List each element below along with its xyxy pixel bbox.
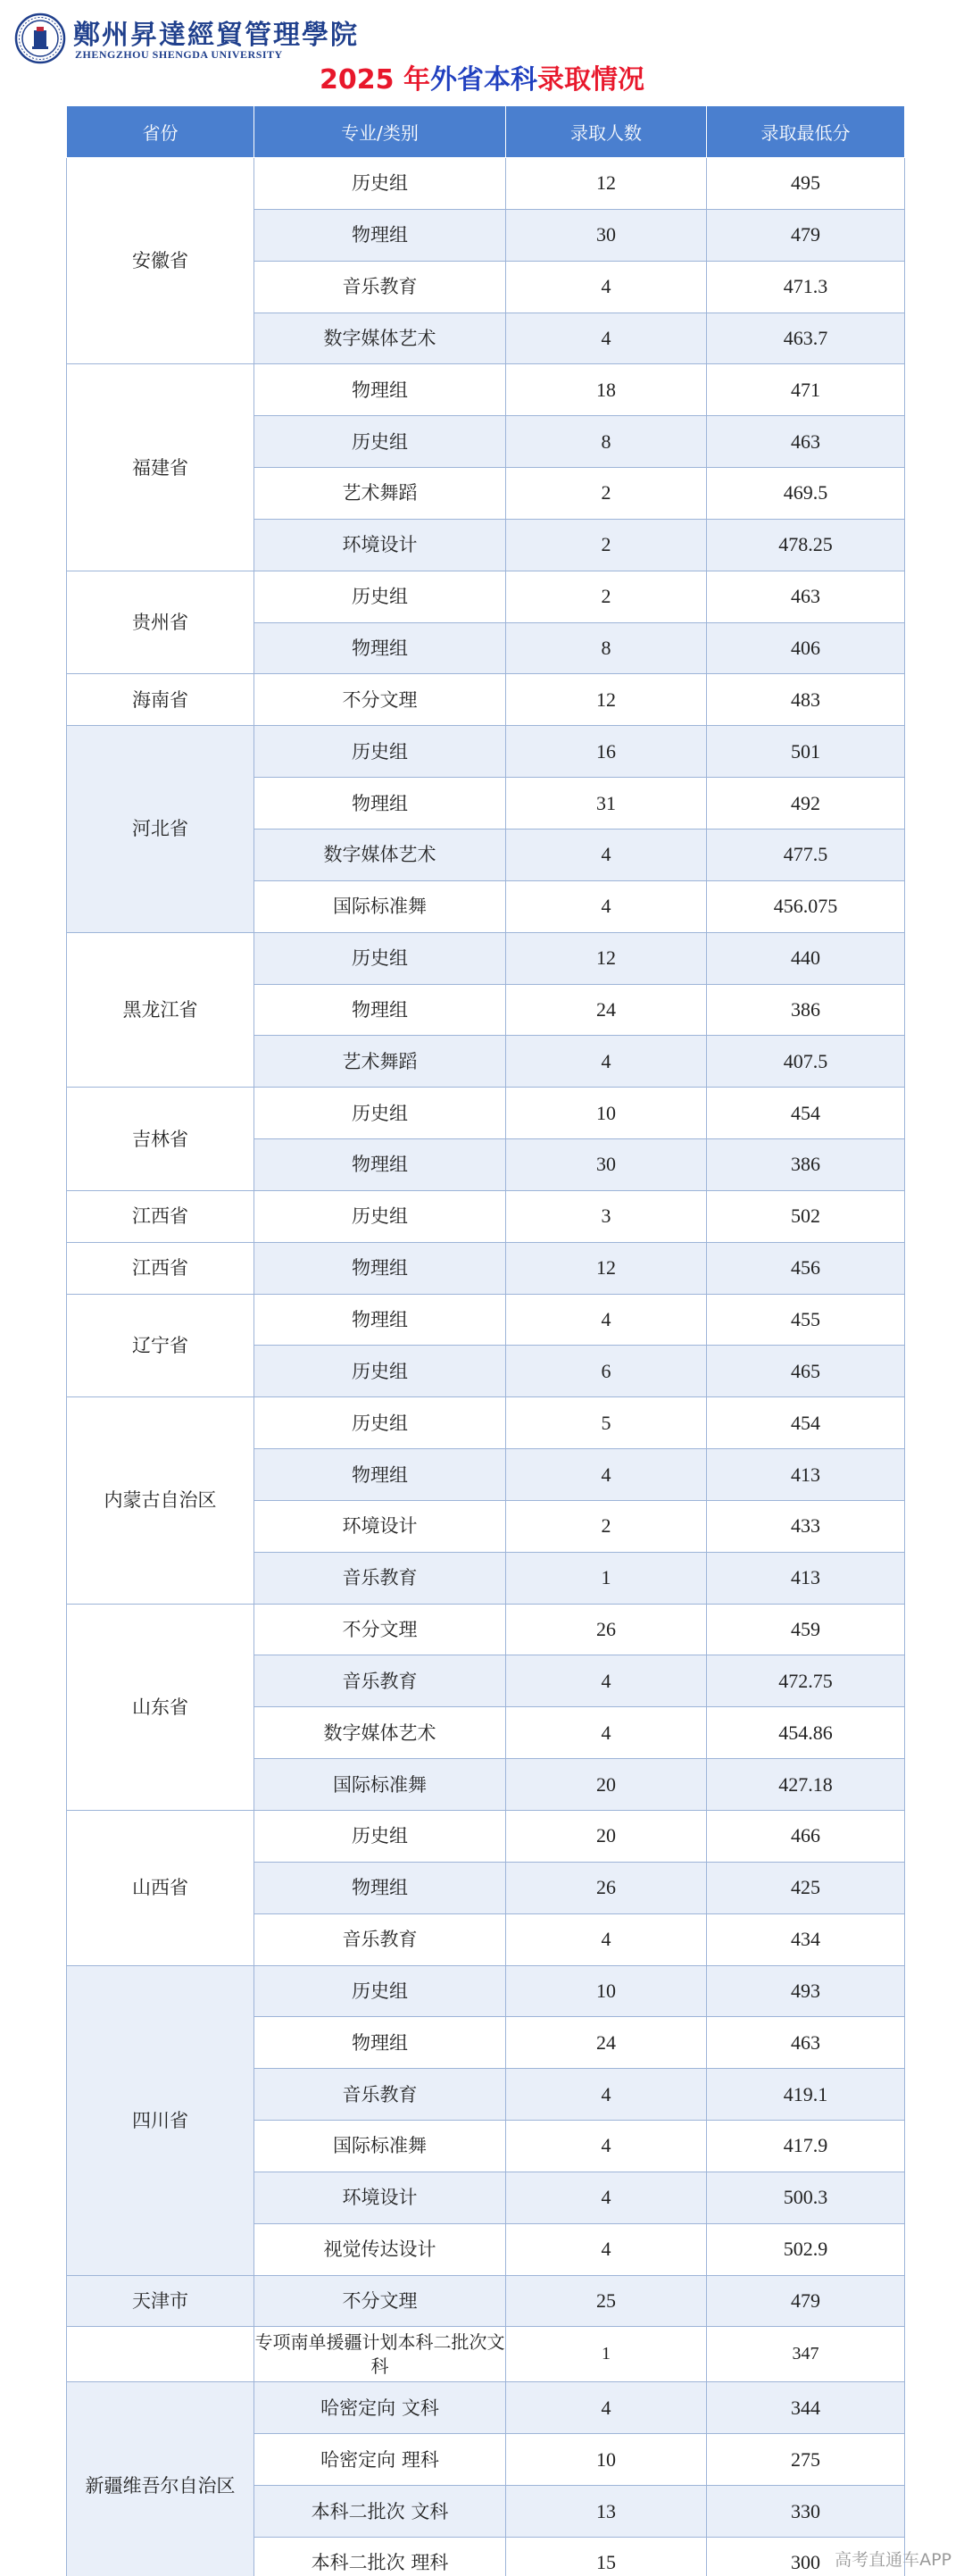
header-major: 专业/类别 [254,106,506,158]
min-score-cell: 454.86 [707,1707,905,1759]
count-cell: 12 [506,674,707,726]
count-cell: 2 [506,1500,707,1552]
min-score-cell: 456 [707,1242,905,1294]
count-cell: 12 [506,1242,707,1294]
major-cell: 不分文理 [254,2275,506,2327]
major-cell: 环境设计 [254,1500,506,1552]
min-score-cell: 455 [707,1294,905,1346]
major-cell: 物理组 [254,1449,506,1501]
count-cell: 1 [506,1552,707,1604]
min-score-cell: 347 [707,2327,905,2382]
major-cell: 历史组 [254,1965,506,2017]
watermark: 高考直通车APP [835,2550,952,2570]
major-cell: 音乐教育 [254,1552,506,1604]
count-cell: 31 [506,778,707,829]
province-cell: 江西省 [67,1190,254,1242]
province-cell: 辽宁省 [67,1294,254,1397]
min-score-cell: 495 [707,158,905,210]
min-score-cell: 483 [707,674,905,726]
major-cell: 物理组 [254,1139,506,1191]
table-row [67,1088,905,1139]
min-score-cell: 469.5 [707,468,905,520]
table-row [67,1965,905,2017]
school-logo [14,9,359,66]
min-score-cell: 459 [707,1604,905,1655]
count-cell: 4 [506,829,707,880]
table-row [67,932,905,984]
province-cell: 江西省 [67,1242,254,1294]
province-cell: 吉林省 [67,1088,254,1191]
count-cell: 18 [506,364,707,416]
min-score-cell: 275 [707,2434,905,2486]
major-cell: 数字媒体艺术 [254,313,506,364]
min-score-cell: 434 [707,1913,905,1965]
major-cell: 历史组 [254,1346,506,1397]
min-score-cell: 427.18 [707,1759,905,1811]
table-row [67,674,905,726]
province-cell: 内蒙古自治区 [67,1397,254,1604]
count-cell: 4 [506,2121,707,2172]
major-cell: 不分文理 [254,674,506,726]
count-cell: 20 [506,1759,707,1811]
min-score-cell: 463 [707,571,905,622]
min-score-cell: 500.3 [707,2172,905,2223]
table-row [67,571,905,622]
count-cell: 10 [506,1088,707,1139]
province-cell: 贵州省 [67,571,254,674]
count-cell: 1 [506,2327,707,2382]
major-cell: 国际标准舞 [254,1759,506,1811]
province-cell: 黑龙江省 [67,932,254,1088]
count-cell: 4 [506,2223,707,2275]
major-cell: 物理组 [254,364,506,416]
major-cell: 国际标准舞 [254,2121,506,2172]
major-cell: 物理组 [254,778,506,829]
min-score-cell: 440 [707,932,905,984]
count-cell: 26 [506,1604,707,1655]
count-cell: 4 [506,1707,707,1759]
count-cell: 30 [506,1139,707,1191]
count-cell: 4 [506,880,707,932]
major-cell: 音乐教育 [254,1655,506,1707]
table-row [67,364,905,416]
major-cell: 历史组 [254,932,506,984]
province-cell: 山东省 [67,1604,254,1810]
count-cell: 4 [506,2382,707,2434]
count-cell: 4 [506,1655,707,1707]
major-cell: 哈密定向 理科 [254,2434,506,2486]
major-cell: 数字媒体艺术 [254,1707,506,1759]
table-row [67,158,905,210]
count-cell: 15 [506,2537,707,2576]
min-score-cell: 425 [707,1862,905,1913]
min-score-cell: 386 [707,984,905,1036]
count-cell: 4 [506,1449,707,1501]
table-row [67,2382,905,2434]
count-cell: 8 [506,622,707,674]
major-cell: 哈密定向 文科 [254,2382,506,2434]
min-score-cell: 344 [707,2382,905,2434]
major-cell: 历史组 [254,1811,506,1863]
min-score-cell: 454 [707,1397,905,1449]
min-score-cell: 501 [707,726,905,778]
province-cell: 海南省 [67,674,254,726]
min-score-cell: 479 [707,2275,905,2327]
table-row [67,1604,905,1655]
major-cell: 不分文理 [254,1604,506,1655]
major-cell: 历史组 [254,1088,506,1139]
count-cell: 12 [506,932,707,984]
page-title [0,59,964,102]
count-cell: 4 [506,1913,707,1965]
title-topic: 录取情况 [536,64,644,96]
table-row [67,2275,905,2327]
table-header-row [67,106,905,158]
count-cell: 10 [506,2434,707,2486]
count-cell: 2 [506,468,707,520]
count-cell: 25 [506,2275,707,2327]
school-seal-icon [14,13,66,64]
province-cell: 福建省 [67,364,254,571]
table-row [67,1190,905,1242]
major-cell: 历史组 [254,1397,506,1449]
major-cell: 艺术舞蹈 [254,1036,506,1088]
count-cell: 20 [506,1811,707,1863]
major-cell: 专项南单援疆计划本科二批次文科 [254,2327,506,2382]
count-cell: 16 [506,726,707,778]
major-cell: 环境设计 [254,519,506,571]
province-cell: 山西省 [67,1811,254,1966]
major-cell: 音乐教育 [254,1913,506,1965]
province-cell: 河北省 [67,726,254,932]
count-cell: 2 [506,519,707,571]
min-score-cell: 330 [707,2486,905,2538]
major-cell: 历史组 [254,158,506,210]
count-cell: 6 [506,1346,707,1397]
header-min-score: 录取最低分 [707,106,905,158]
admission-table [66,105,905,2576]
min-score-cell: 413 [707,1449,905,1501]
table-row [67,726,905,778]
min-score-cell: 472.75 [707,1655,905,1707]
table-row [67,1397,905,1449]
major-cell: 艺术舞蹈 [254,468,506,520]
count-cell: 24 [506,2017,707,2069]
count-cell: 10 [506,1965,707,2017]
count-cell: 12 [506,158,707,210]
school-name-cn: 鄭州昇達經貿管理學院 [73,20,359,51]
province-cell [67,2327,254,2382]
min-score-cell: 471 [707,364,905,416]
major-cell: 音乐教育 [254,261,506,313]
count-cell: 4 [506,313,707,364]
count-cell: 13 [506,2486,707,2538]
min-score-cell: 466 [707,1811,905,1863]
min-score-cell: 492 [707,778,905,829]
title-scope: 外省本科 [429,64,537,96]
min-score-cell: 463 [707,2017,905,2069]
major-cell: 历史组 [254,1190,506,1242]
min-score-cell: 433 [707,1500,905,1552]
major-cell: 物理组 [254,1242,506,1294]
count-cell: 4 [506,1294,707,1346]
major-cell: 历史组 [254,416,506,468]
count-cell: 26 [506,1862,707,1913]
count-cell: 24 [506,984,707,1036]
admission-table-wrapper [66,105,904,2576]
min-score-cell: 419.1 [707,2069,905,2121]
province-cell: 新疆维吾尔自治区 [67,2382,254,2576]
table-row [67,1294,905,1346]
major-cell: 物理组 [254,209,506,261]
min-score-cell: 300 [707,2537,905,2576]
table-body [67,158,905,2576]
count-cell: 4 [506,261,707,313]
major-cell: 本科二批次 文科 [254,2486,506,2538]
major-cell: 音乐教育 [254,2069,506,2121]
major-cell: 视觉传达设计 [254,2223,506,2275]
major-cell: 数字媒体艺术 [254,829,506,880]
table-row [67,2327,905,2382]
header-province: 省份 [67,106,254,158]
major-cell: 本科二批次 理科 [254,2537,506,2576]
min-score-cell: 406 [707,622,905,674]
count-cell: 4 [506,2172,707,2223]
major-cell: 物理组 [254,1294,506,1346]
min-score-cell: 407.5 [707,1036,905,1088]
major-cell: 物理组 [254,984,506,1036]
count-cell: 4 [506,1036,707,1088]
min-score-cell: 493 [707,1965,905,2017]
min-score-cell: 463.7 [707,313,905,364]
min-score-cell: 502.9 [707,2223,905,2275]
major-cell: 物理组 [254,622,506,674]
min-score-cell: 456.075 [707,880,905,932]
table-row [67,1811,905,1863]
province-cell: 天津市 [67,2275,254,2327]
min-score-cell: 386 [707,1139,905,1191]
title-year: 2025 年 [320,64,430,96]
count-cell: 8 [506,416,707,468]
major-cell: 环境设计 [254,2172,506,2223]
major-cell: 历史组 [254,726,506,778]
min-score-cell: 413 [707,1552,905,1604]
count-cell: 3 [506,1190,707,1242]
count-cell: 4 [506,2069,707,2121]
major-cell: 物理组 [254,1862,506,1913]
count-cell: 5 [506,1397,707,1449]
table-row [67,1242,905,1294]
min-score-cell: 478.25 [707,519,905,571]
min-score-cell: 477.5 [707,829,905,880]
province-cell: 四川省 [67,1965,254,2275]
min-score-cell: 465 [707,1346,905,1397]
min-score-cell: 479 [707,209,905,261]
major-cell: 国际标准舞 [254,880,506,932]
min-score-cell: 471.3 [707,261,905,313]
min-score-cell: 502 [707,1190,905,1242]
min-score-cell: 463 [707,416,905,468]
min-score-cell: 417.9 [707,2121,905,2172]
count-cell: 30 [506,209,707,261]
province-cell: 安徽省 [67,158,254,364]
major-cell: 物理组 [254,2017,506,2069]
header-count: 录取人数 [506,106,707,158]
count-cell: 2 [506,571,707,622]
min-score-cell: 454 [707,1088,905,1139]
page-header [0,0,964,105]
school-name-en: ZHENGZHOU SHENGDA UNIVERSITY [75,48,283,61]
major-cell: 历史组 [254,571,506,622]
